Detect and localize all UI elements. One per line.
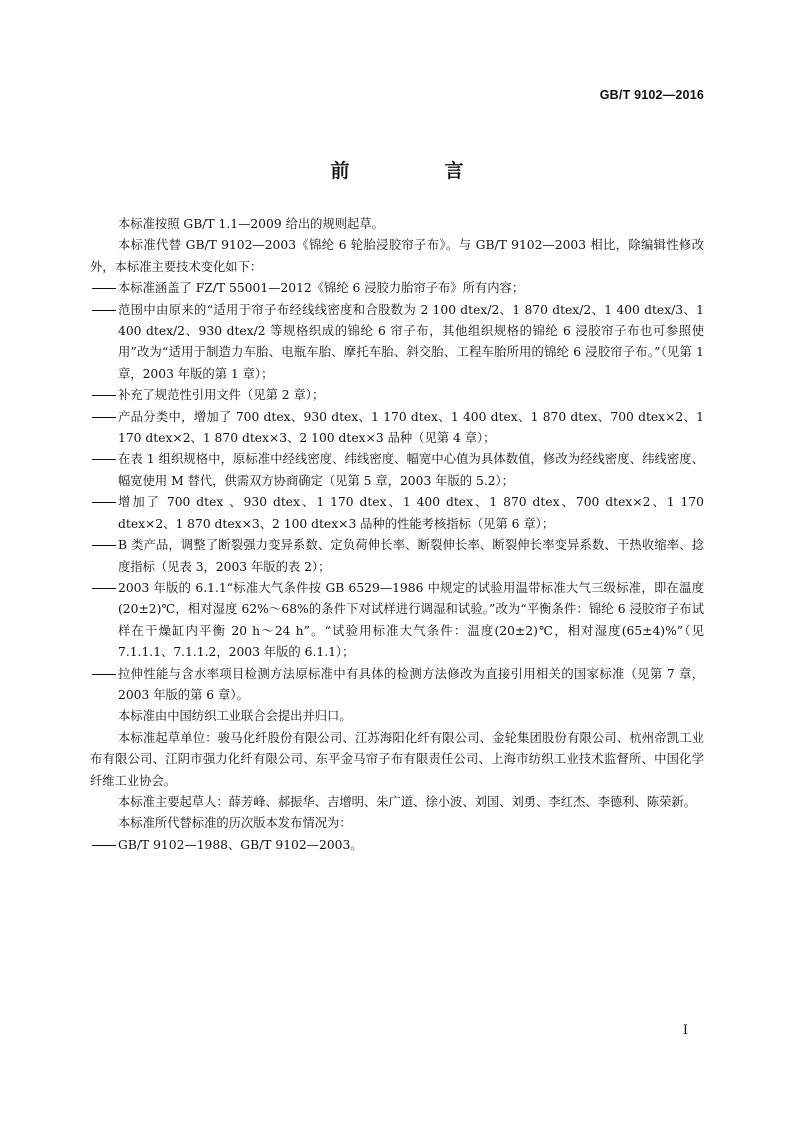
- change-list-item: [90, 492, 704, 535]
- page-title: 前 言: [330, 160, 502, 182]
- dash-marker: [90, 449, 118, 492]
- paragraph-drafting-rules: 本标准按照 GB/T 1.1—2009 给出的规则起草。: [118, 217, 384, 231]
- history-list-item: [90, 835, 704, 856]
- change-item-text: 范围中由原来的“适用于帘子布经线线密度和合股数为 2 100 dtex/2、1 870 dtex/2、1 400 dtex/3、1 400 dtex/2、930 dtex/2 等规格织成的锦纶 6 帘子布，其他组织规格的锦纶 6 浸胶帘子布也可参照使用”改为“适用于制造力车胎、电瓶车胎、摩托车胎、斜交胎、工程车胎所用的锦纶 6 浸胶帘子布。”（见第 1 章，2003 年版的第 1 章）；: [118, 302, 704, 381]
- change-list-item: [90, 300, 704, 386]
- dash-marker: [90, 278, 118, 299]
- change-item-text: 增加了 700 dtex 、930 dtex、1 170 dtex、1 400 dtex、1 870 dtex、700 dtex×2、1 170 dtex×2、1 870 dtex×3、2 100 dtex×3 品种的性能考核指标（见第 6 章）；: [118, 495, 704, 531]
- paragraph-proposer: 本标准由中国纺织工业联合会提出并归口。: [118, 709, 352, 724]
- change-list-item: [90, 449, 704, 492]
- change-list-item: [90, 278, 704, 299]
- document-body: [90, 214, 704, 856]
- change-item-text: B 类产品，调整了断裂强力变异系数、定负荷伸长率、断裂伸长率、断裂伸长率变异系数、干热收缩率、捻度指标（见表 3，2003 年版的表 2）；: [118, 538, 704, 574]
- paragraph-drafting-units: 本标准起草单位：骏马化纤股份有限公司、江苏海阳化纤有限公司、金轮集团股份有限公司、杭州帝凯工业布有限公司、江阴市强力化纤有限公司、东平金马帘子布有限责任公司、上海市纺织工业技术监督所、中国化学纤维工业协会。: [90, 730, 704, 788]
- dash-marker: [90, 385, 118, 406]
- change-item-text: 2003 年版的 6.1.1“标准大气条件按 GB 6529—1986 中规定的试验用温带标准大气三级标准，即在温度(20±2)℃，相对湿度 62%～68%的条件下对试样进行调湿和试验。”改为“平衡条件：锦纶 6 浸胶帘子布试样在干燥缸内平衡 20 h～24 h”。“试验用标准大气条件：温度(20±2)℃，相对湿度(65±4)%”（见 7.1.1.1、7.1.1.2，2003 年版的 6.1.1）；: [118, 580, 704, 660]
- dash-marker: [90, 578, 118, 664]
- dash-marker: [90, 535, 118, 578]
- dash-marker: [90, 492, 118, 535]
- page-number: I: [682, 1023, 688, 1038]
- change-item-text: 产品分类中，增加了 700 dtex、930 dtex、1 170 dtex、1 400 dtex、1 870 dtex、700 dtex×2、1 170 dtex×2、1 870 dtex×3、2 100 dtex×3 品种（见第 4 章）；: [118, 409, 704, 446]
- paragraph-replacement: 本标准代替 GB/T 9102—2003《锦纶 6 轮胎浸胶帘子布》。与 GB/T 9102—2003 相比，除编辑性修改外，本标准主要技术变化如下：: [90, 238, 704, 274]
- dash-marker: [90, 300, 118, 386]
- standard-code: GB/T 9102—2016: [599, 88, 704, 102]
- paragraph-history-intro: 本标准所代替标准的历次版本发布情况为：: [118, 816, 352, 831]
- change-item-text: 在表 1 组织规格中，原标准中经线密度、纬线密度、幅宽中心值为具体数值，修改为经线密度、纬线密度、幅宽使用 M 替代，供需双方协商确定（见第 5 章，2003 年版的 5.2）；: [118, 452, 704, 488]
- change-item-text: 补充了规范性引用文件（见第 2 章）；: [118, 388, 325, 403]
- change-list-item: [90, 407, 704, 450]
- change-list-item: [90, 535, 704, 578]
- dash-marker: [90, 664, 118, 707]
- change-item-text: 本标准涵盖了 FZ/T 55001—2012《锦纶 6 浸胶力胎帘子布》所有内容；: [118, 281, 525, 296]
- change-list-item: [90, 664, 704, 707]
- history-item-text: GB/T 9102—1988、GB/T 9102—2003。: [118, 837, 363, 852]
- change-item-text: 拉伸性能与含水率项目检测方法原标准中有具体的检测方法修改为直接引用相关的国家标准（见第 7 章，2003 年版的第 6 章）。: [118, 666, 704, 702]
- dash-marker: [90, 835, 118, 856]
- dash-marker: [90, 407, 118, 450]
- change-list-item: [90, 578, 704, 664]
- change-list-item: [90, 385, 704, 406]
- paragraph-drafters: 本标准主要起草人：薛芳峰、郝振华、吉增明、朱广道、徐小波、刘国、刘勇、李红杰、李德利、陈荣新。: [118, 794, 696, 809]
